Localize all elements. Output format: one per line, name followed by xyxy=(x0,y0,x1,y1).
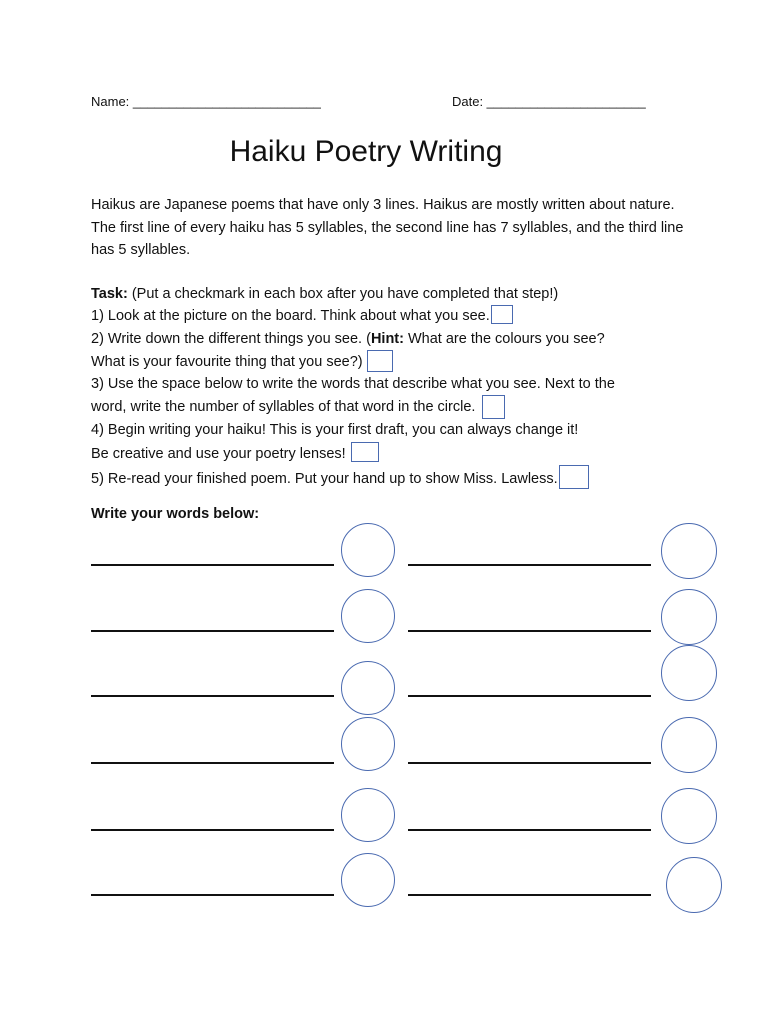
task-step-3-text-a: 3) Use the space below to write the words that describe what you see. Next to the xyxy=(91,376,615,393)
syllable-circle-right-1[interactable] xyxy=(661,523,717,579)
word-line-right-6[interactable] xyxy=(408,894,651,896)
page-title: Haiku Poetry Writing xyxy=(229,135,503,168)
syllable-circle-right-2[interactable] xyxy=(661,589,717,645)
word-line-right-5[interactable] xyxy=(408,829,651,831)
task-step-4 xyxy=(91,419,731,441)
task-step-2-text-b: What are the colours you see? xyxy=(403,330,605,347)
syllable-circle-right-4[interactable] xyxy=(661,717,717,773)
step-5-checkbox[interactable] xyxy=(559,465,589,489)
syllable-circle-left-2[interactable] xyxy=(341,589,395,643)
task-step-3-text-b: word, write the number of syllables of that word in the circle. xyxy=(91,399,476,416)
task-step-4-text-b: Be creative and use your poetry lenses! xyxy=(91,445,346,462)
task-step-3-continued xyxy=(91,395,731,419)
step-4-checkbox[interactable] xyxy=(351,442,379,462)
word-line-right-3[interactable] xyxy=(408,695,651,697)
word-line-left-2[interactable] xyxy=(91,630,334,632)
date-field[interactable]: Date: ______________________ xyxy=(452,94,646,109)
syllable-circle-right-6[interactable] xyxy=(666,857,722,913)
hint-label: Hint: xyxy=(370,330,404,347)
task-step-2-text-a: 2) Write down the different things you see. ( xyxy=(91,330,371,347)
syllable-circle-left-5[interactable] xyxy=(341,788,395,842)
word-line-left-6[interactable] xyxy=(91,894,334,896)
syllable-circle-left-4[interactable] xyxy=(341,717,395,771)
word-line-right-4[interactable] xyxy=(408,762,651,764)
word-line-left-3[interactable] xyxy=(91,695,334,697)
intro-paragraph: Haikus are Japanese poems that have only 3 lines. Haikus are mostly written about nature. The first line of every haiku has 5 syllables, the second line has 7 syllables, and the third line has 5 syllables. xyxy=(91,197,684,258)
words-heading: Write your words below: xyxy=(91,506,260,522)
task-step-4-text-a: 4) Begin writing your haiku! This is your first draft, you can always change it! xyxy=(91,422,579,439)
word-line-left-5[interactable] xyxy=(91,829,334,831)
word-line-left-4[interactable] xyxy=(91,762,334,764)
task-step-1 xyxy=(91,305,731,327)
task-step-5-text: 5) Re-read your finished poem. Put your hand up to show Miss. Lawless. xyxy=(91,471,558,488)
step-2-checkbox[interactable] xyxy=(367,350,393,372)
syllable-circle-left-6[interactable] xyxy=(341,853,395,907)
task-label: Task: xyxy=(91,286,128,302)
task-step-2 xyxy=(91,328,731,350)
task-step-3 xyxy=(91,373,731,395)
task-step-1-text: 1) Look at the picture on the board. Think about what you see. xyxy=(91,308,490,325)
task-step-5 xyxy=(91,465,731,490)
word-line-right-1[interactable] xyxy=(408,564,651,566)
syllable-circle-left-3[interactable] xyxy=(341,661,395,715)
task-instruction-text: (Put a checkmark in each box after you have completed that step!) xyxy=(127,286,559,302)
syllable-circle-left-1[interactable] xyxy=(341,523,395,577)
step-1-checkbox[interactable] xyxy=(491,305,513,324)
step-3-checkbox[interactable] xyxy=(482,395,505,419)
name-field[interactable]: Name: __________________________ xyxy=(91,94,321,109)
word-line-right-2[interactable] xyxy=(408,630,651,632)
task-step-2-continued xyxy=(91,350,731,373)
syllable-circle-right-3[interactable] xyxy=(661,645,717,701)
syllable-circle-right-5[interactable] xyxy=(661,788,717,844)
task-instruction xyxy=(91,283,731,305)
task-step-4-continued xyxy=(91,442,731,465)
word-line-left-1[interactable] xyxy=(91,564,334,566)
task-step-2-text-c: What is your favourite thing that you see?) xyxy=(91,353,363,370)
task-list xyxy=(91,283,731,490)
